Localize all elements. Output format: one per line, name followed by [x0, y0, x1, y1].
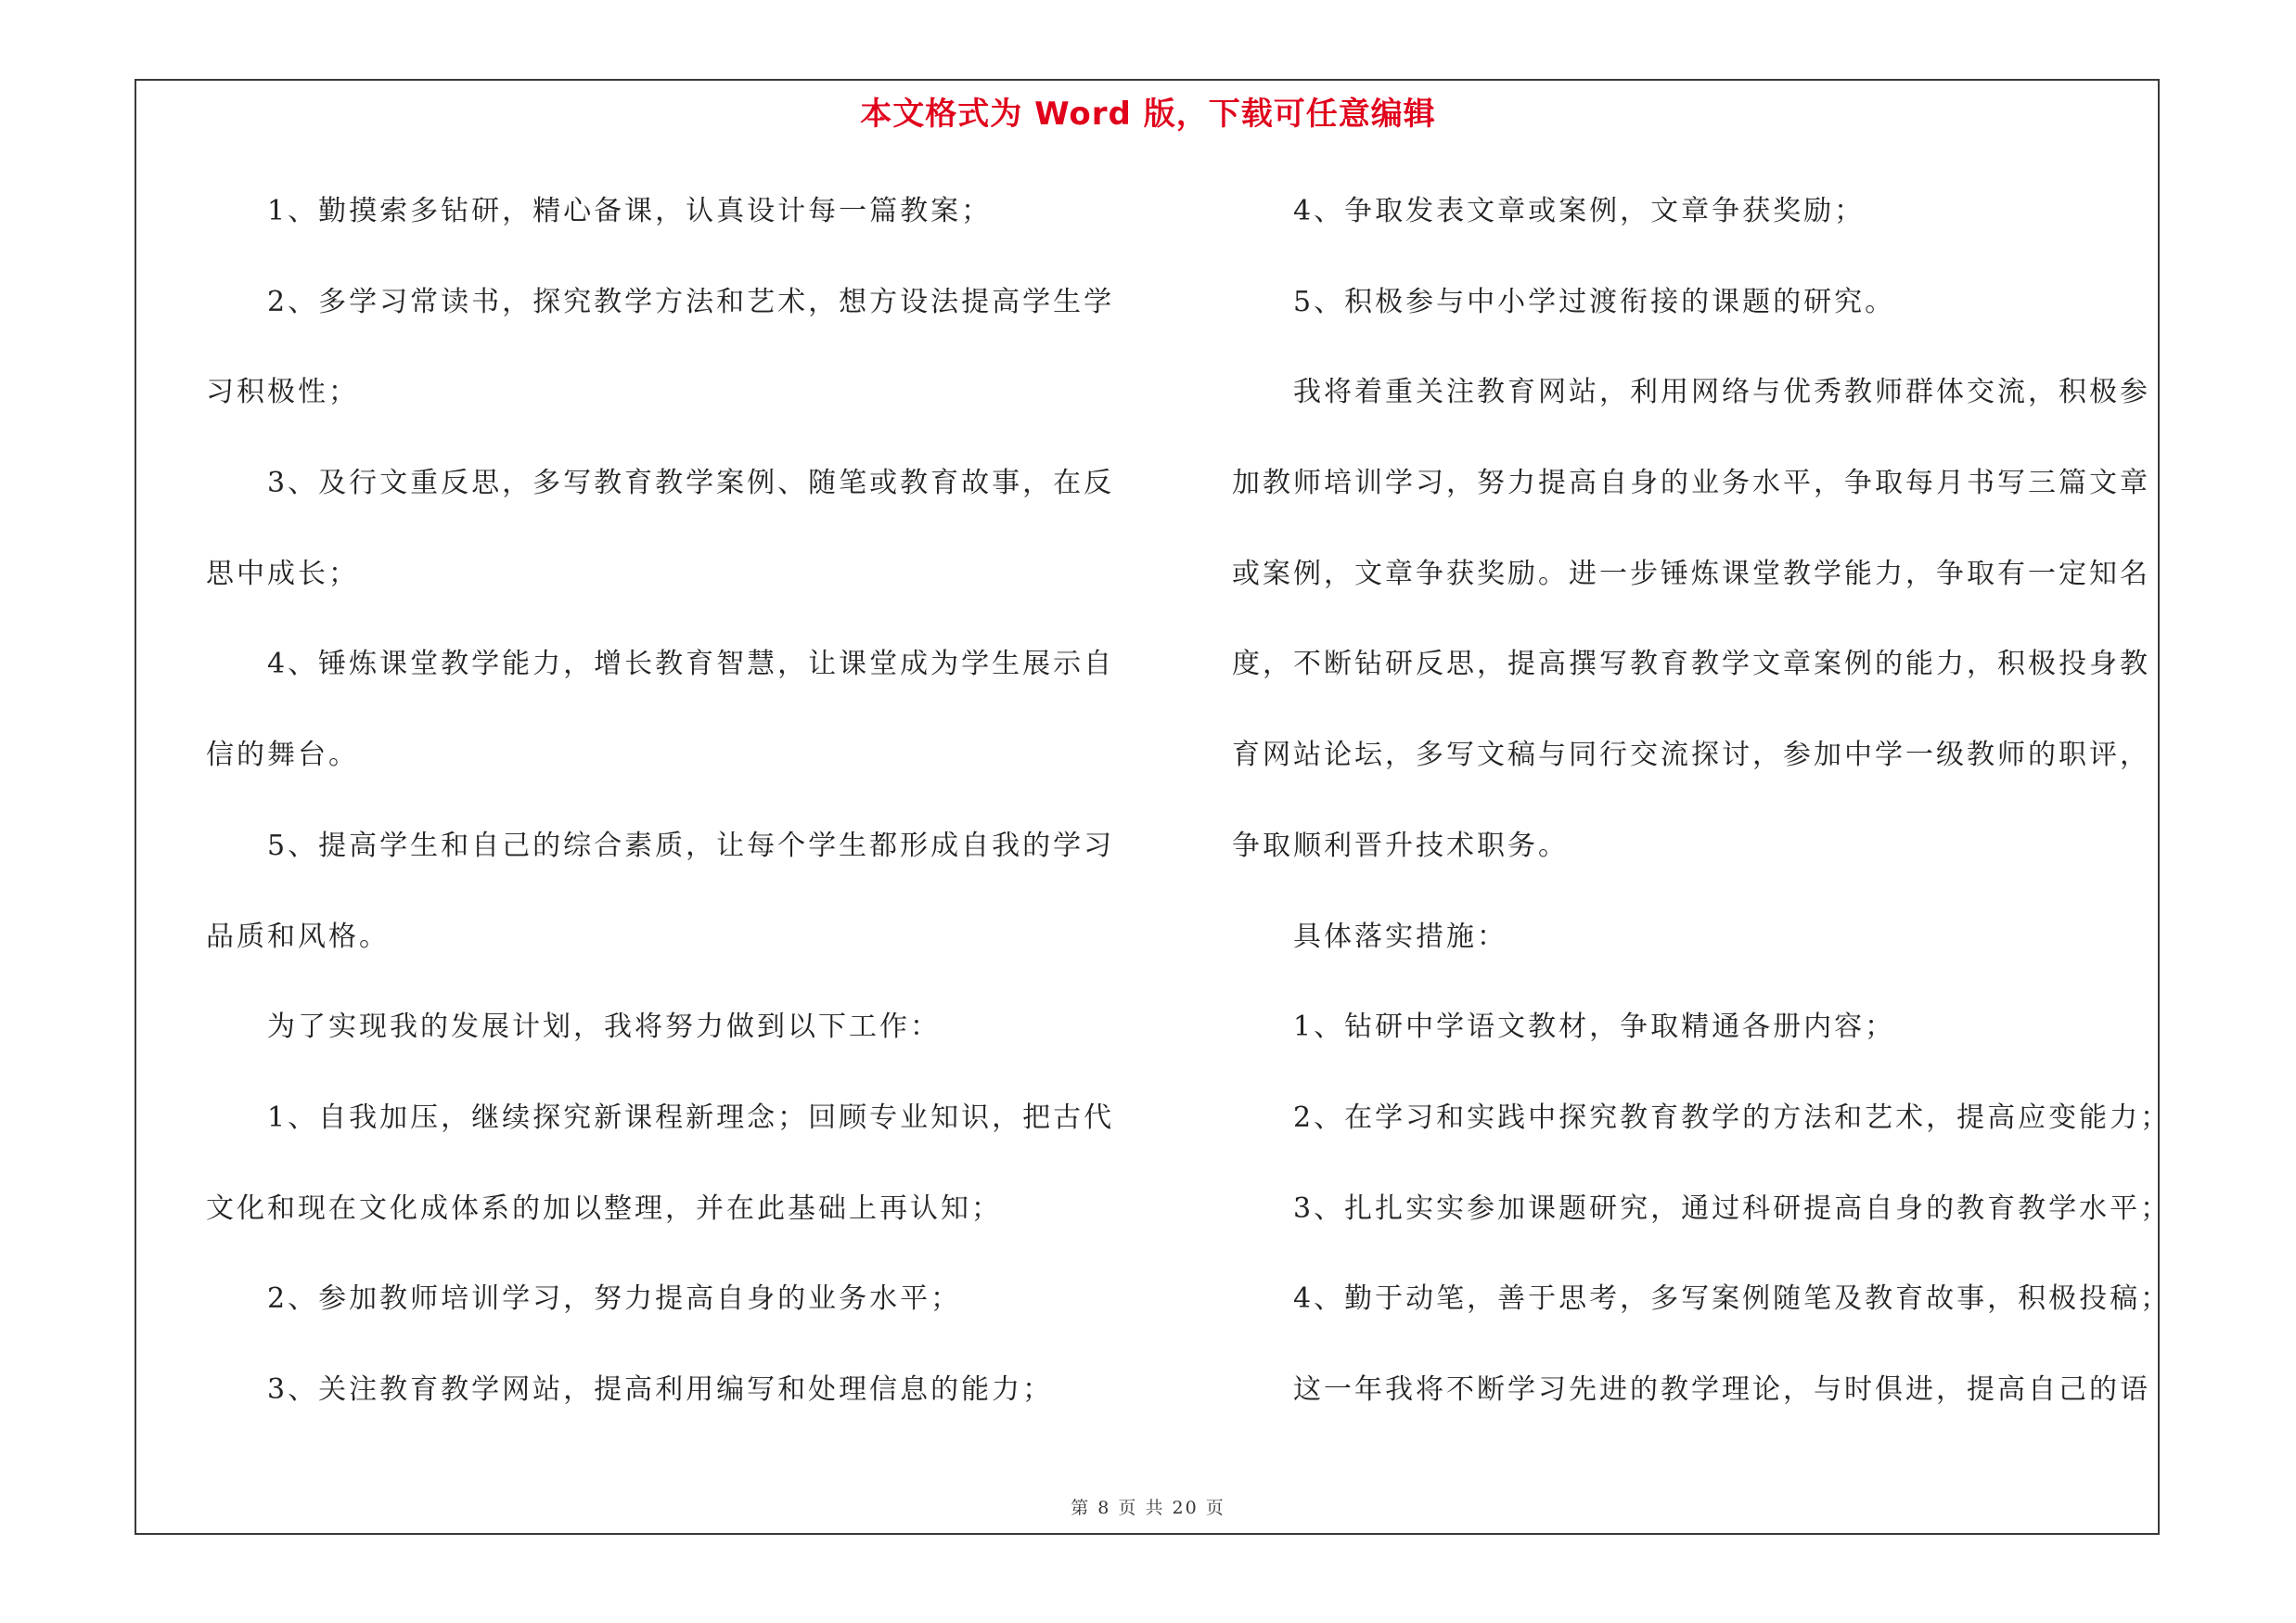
paragraph-line: 4、勤于动笔，善于思考，多写案例随笔及教育故事，积极投稿； [1293, 1282, 2172, 1316]
paragraph-line: 思中成长； [206, 557, 359, 590]
paragraph-line: 为了实现我的发展计划，我将努力做到以下工作： [267, 1011, 941, 1044]
paragraph-line: 3、关注教育教学网站，提高利用编写和处理信息的能力； [267, 1372, 1054, 1406]
paragraph-line: 这一年我将不断学习先进的教学理论，与时俱进，提高自己的语 [1293, 1372, 2150, 1406]
paragraph-line: 5、提高学生和自己的综合素质，让每个学生都形成自我的学习 [267, 829, 1115, 862]
right-column [1232, 184, 2172, 1453]
paragraph-line: 2、参加教师培训学习，努力提高自身的业务水平； [267, 1282, 962, 1316]
paragraph-line: 1、勤摸索多钻研，精心备课，认真设计每一篇教案； [267, 195, 993, 227]
paragraph-line: 2、在学习和实践中探究教育教学的方法和艺术，提高应变能力； [1293, 1101, 2172, 1134]
paragraph-line: 信的舞台。 [206, 739, 359, 772]
paragraph-line: 2、多学习常读书，探究教学方法和艺术，想方设法提高学生学 [267, 285, 1115, 318]
paragraph-line: 5、积极参与中小学过渡衔接的课题的研究。 [1293, 285, 1896, 318]
paragraph-line: 或案例，文章争获奖励。进一步锤炼课堂教学能力，争取有一定知名 [1232, 557, 2150, 590]
page-number-footer: 第 8 页 共 20 页 [1071, 1498, 1225, 1518]
paragraph-line: 1、钻研中学语文教材，争取精通各册内容； [1293, 1011, 1896, 1044]
paragraph-line: 1、自我加压，继续探究新课程新理念；回顾专业知识，把古代 [267, 1101, 1115, 1134]
paragraph-line: 品质和风格。 [206, 920, 390, 953]
paragraph-line: 文化和现在文化成体系的加以整理，并在此基础上再认知； [206, 1191, 1002, 1225]
document-header-title: 本文格式为 Word 版，下载可任意编辑 [860, 96, 1436, 133]
paragraph-line: 具体落实措施： [1293, 920, 1507, 953]
paragraph-line: 4、锤炼课堂教学能力，增长教育智慧，让课堂成为学生展示自 [267, 648, 1115, 681]
left-column [206, 184, 1124, 1453]
paragraph-line: 4、争取发表文章或案例，文章争获奖励； [1293, 195, 1866, 227]
paragraph-line: 3、及行文重反思，多写教育教学案例、随笔或教育故事，在反 [267, 467, 1115, 500]
paragraph-line: 3、扎扎实实参加课题研究，通过科研提高自身的教育教学水平； [1293, 1191, 2172, 1225]
paragraph-line: 我将着重关注教育网站，利用网络与优秀教师群体交流，积极参 [1293, 376, 2150, 409]
paragraph-line: 度，不断钻研反思，提高撰写教育教学文章案例的能力，积极投身教 [1232, 648, 2150, 681]
paragraph-line: 育网站论坛，多写文稿与同行交流探讨，参加中学一级教师的职评， [1232, 739, 2150, 772]
paragraph-line: 加教师培训学习，努力提高自身的业务水平，争取每月书写三篇文章 [1232, 467, 2150, 500]
paragraph-line: 习积极性； [206, 376, 359, 409]
paragraph-line: 争取顺利晋升技术职务。 [1232, 829, 1569, 862]
